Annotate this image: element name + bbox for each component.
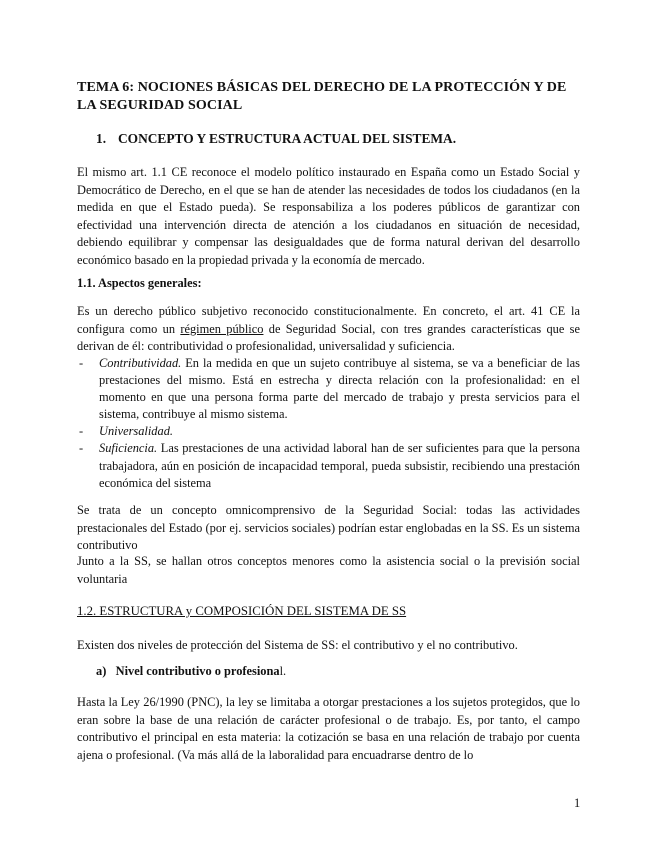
list-item-label: Suficiencia. — [99, 441, 158, 456]
list-item-suficiencia — [77, 440, 580, 491]
list-item-universalidad — [77, 423, 580, 440]
regimen-publico-underlined: régimen público — [180, 321, 264, 336]
section-1-heading — [96, 131, 456, 147]
page-number: 1 — [574, 796, 581, 810]
paragraph-otros-conceptos: Junto a la SS, se hallan otros conceptos menores como la asistencia social o la previsión social voluntaria — [77, 554, 580, 586]
section-1-number: 1. — [96, 131, 107, 146]
subsection-a-title: Nivel contributivo o profesiona — [115, 664, 280, 678]
list-item-label: Contributividad. — [99, 356, 182, 370]
paragraph-hasta-la-ley: Hasta la Ley 26/1990 (PNC), la ley se limitaba a otorgar prestaciones a los sujetos protegidos, que lo eran sobre la base de una relación de carácter profesional o de trabajo. Es, por tanto, el campo contributivo el principal en esta materia: la cotización se basa en una relación de trabajo por cuenta ajena o profesional. (Va más allá de la laboralidad para encuadrarse dentro de lo — [77, 695, 580, 762]
list-dash: - — [79, 441, 84, 456]
document-title: TEMA 6: NOCIONES BÁSICAS DEL DERECHO DE LA PROTECCIÓN Y DE LA SEGURIDAD SOCIAL — [77, 80, 567, 113]
paragraph-aspectos-part2: de Seguridad Social, con tres grandes características que se derivan de él: contributividad o profesionalidad, universalidad y suficiencia. — [77, 321, 581, 354]
paragraph-aspectos — [77, 303, 580, 356]
paragraph-omnicomprensivo: Se trata de un concepto omnicomprensivo de la Seguridad Social: todas las actividades prestacionales del Estado (por ej. servicios sociales) podrían estar englobadas en la SS. Es un sistema contributivo — [77, 503, 580, 553]
subsection-a-letter: a) — [96, 664, 107, 678]
section-1-title: CONCEPTO Y ESTRUCTURA ACTUAL DEL SISTEMA. — [118, 131, 457, 146]
list-item-contributividad — [77, 355, 580, 423]
list-dash: - — [79, 424, 84, 439]
paragraph-intro: El mismo art. 1.1 CE reconoce el modelo político instaurado en España como un Estado Social y Democrático de Derecho, en el que se han de atender las necesidades de todos los ciudadanos (en la medida en que el Estado pueda). Se responsabiliza a los poderes públicos de garantizar con efectividad una intervención directa de atención a los ciudadanos en situación de necesidad, debiendo equilibrar y compensar las desigualdades que de forma natural derivan del desarrollo económico basado en la propiedad privada y la economía de mercado. — [77, 165, 580, 267]
list-item-text: Las prestaciones de una actividad laboral han de ser suficientes para que la persona trabajadora, aún en posición de incapacidad temporal, pueda subsistir, recibiendo una prestación económica del sistema — [99, 441, 580, 490]
list-item-text: En la medida en que un sujeto contribuye al sistema, se va a beneficiar de las prestaciones del mismo. Está en estrecha y directa relación con la profesionalidad: en el momento en que una persona forma parte del mercado de trabajo y presta servicios para el sistema, contribuye al mismo sistema. — [99, 356, 580, 422]
characteristics-list — [77, 355, 580, 492]
subsection-1-2-heading: 1.2. ESTRUCTURA y COMPOSICIÓN DEL SISTEMA DE SS — [77, 604, 407, 618]
list-dash: - — [79, 356, 84, 370]
subsection-a-title-end: l. — [279, 664, 287, 678]
subsection-1-1-heading: 1.1. Aspectos generales: — [77, 276, 202, 290]
subsection-a-heading — [96, 664, 286, 679]
paragraph-aspectos-part1: Es un derecho público subjetivo reconocido constitucionalmente. En concreto, el art. 41 CE la configura como un — [77, 304, 580, 336]
list-item-label: Universalidad. — [99, 424, 173, 439]
paragraph-niveles: Existen dos niveles de protección del Sistema de SS: el contributivo y el no contributivo. — [77, 638, 518, 652]
